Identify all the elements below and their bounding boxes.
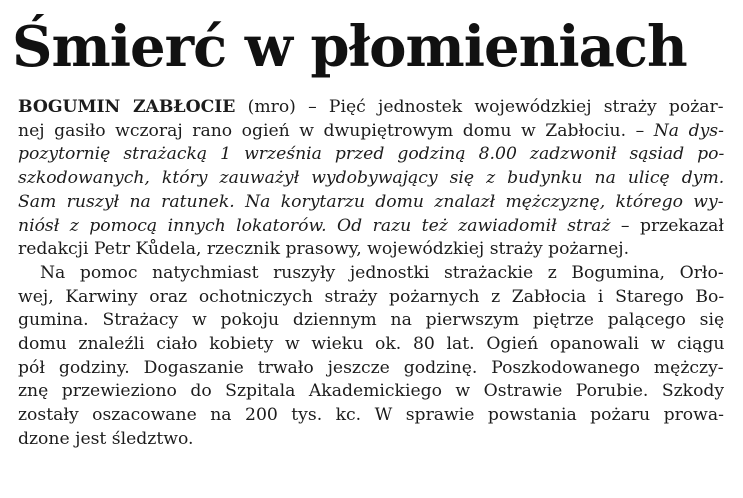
article-line (18, 96, 724, 120)
quote-text: szkodowanych, który zauważył wydobywający się z budynku na ulicę dym. (18, 168, 724, 189)
article-line (18, 120, 724, 144)
article-line (18, 357, 724, 381)
dateline: BOGUMIN ZABŁOCIE (18, 97, 236, 117)
quote-text: niósł z pomocą innych lokatorów. Od razu też zawiadomił straż (18, 215, 611, 236)
body-text: pół godziny. Dogaszanie trwało jeszcze godzinę. Poszkodowanego mężczy- (18, 357, 724, 378)
article-line (18, 191, 724, 215)
quote-text: Sam ruszył na ratunek. Na korytarzu domu znalazł mężczyznę, którego wy- (18, 191, 724, 212)
quote-text: Na dys- (653, 120, 724, 141)
article-line (18, 143, 724, 167)
article-line (18, 238, 724, 262)
article-body (18, 96, 724, 452)
article-line (18, 167, 724, 191)
article-line (18, 404, 724, 428)
body-text: dzone jest śledztwo. (18, 428, 194, 449)
headline: Śmierć w płomieniach (12, 14, 687, 80)
body-text: Na pomoc natychmiast ruszyły jednostki strażackie z Bogumina, Orło- (40, 262, 724, 283)
article-line (18, 333, 724, 357)
quote-text: pozytornię strażacką 1 września przed godziną 8.00 zadzwonił sąsiad po- (18, 144, 724, 165)
body-text: nej gasiło wczoraj rano ogień w dwupiętrowym domu w Zabłociu. – (18, 120, 654, 141)
body-text: zostały oszacowane na 200 tys. kc. W sprawie powstania pożaru prowa- (18, 405, 724, 426)
article-line (18, 428, 724, 452)
body-text: gumina. Strażacy w pokoju dziennym na pierwszym piętrze palącego się (18, 310, 724, 331)
article-line (18, 309, 724, 333)
body-text: – przekazał (610, 215, 724, 236)
article-line (18, 286, 724, 310)
body-text: wej, Karwiny oraz ochotniczych straży pożarnych z Zabłocia i Starego Bo- (18, 286, 724, 307)
body-text: (mro) – Pięć jednostek wojewódzkiej straży pożar- (235, 97, 724, 117)
body-text: redakcji Petr Kůdela, rzecznik prasowy, wojewódzkiej straży pożarnej. (18, 239, 630, 260)
article-line (18, 215, 724, 239)
body-text: domu znaleźli ciało kobiety w wieku ok. 80 lat. Ogień opanowali w ciągu (18, 334, 724, 355)
body-text: znę przewieziono do Szpitala Akademickiego w Ostrawie Porubie. Szkody (18, 381, 724, 402)
article-line (18, 262, 724, 286)
article-line (18, 380, 724, 404)
